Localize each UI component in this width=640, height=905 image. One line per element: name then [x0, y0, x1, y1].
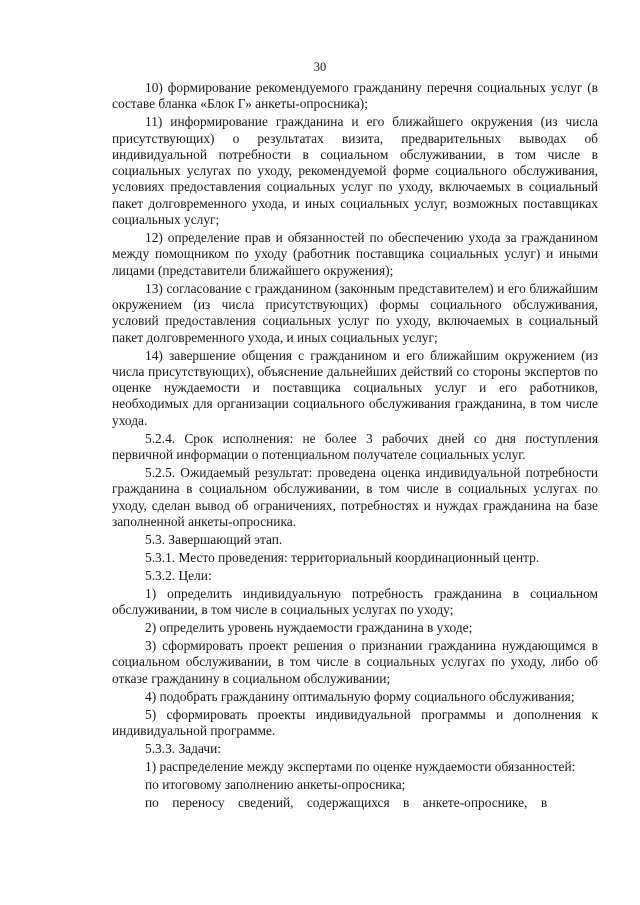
goal-item-3: 3) сформировать проект решения о признании гражданина нуждающимся в социальном обслуживании, в том числе в социальных услугах по уходу, либо об отказе гражданину в социальном обслуживании; [112, 638, 598, 686]
section-5-3-3: 5.3.3. Задачи: [145, 740, 221, 756]
section-5-2-4: 5.2.4. Срок исполнения: не более 3 рабочих дней со дня поступления первичной информации о потенциальном получателе социальных услуг. [112, 430, 598, 462]
document-body [112, 80, 598, 813]
task-subitem-a: по итоговому заполнению анкеты-опросника; [145, 776, 406, 792]
goal-item-1: 1) определить индивидуальную потребность гражданина в социальном обслуживании, в том числе в социальных услугах по уходу; [112, 585, 598, 618]
page-number: 30 [313, 60, 327, 74]
list-item-10: 10) формирование рекомендуемого гражданину перечня социальных услуг (в составе бланка «Блок Г» анкеты-опросника); [112, 80, 598, 112]
section-5-2-5: 5.2.5. Ожидаемый результат: проведена оценка индивидуальной потребности гражданина в социальном обслуживании, в том числе в социальных услугах по уходу, сделан вывод об ограничениях, потребностях и нуждах гражданина на базе заполненной анкеты-опросника. [112, 464, 598, 529]
goal-item-4: 4) подобрать гражданину оптимальную форму социального обслуживания; [145, 688, 575, 704]
list-item-12: 12) определение прав и обязанностей по обеспечению ухода за гражданином между помощником по уходу (работник поставщика социальных услуг) и иными лицами (представители ближайшего окружения); [112, 230, 598, 278]
section-5-3-1: 5.3.1. Место проведения: территориальный координационный центр. [145, 549, 540, 565]
list-item-11: 11) информирование гражданина и его ближайшего окружения (из числа присутствующих) о результатах визита, предварительных выводах об индивидуальной потребности в социальном обслуживании, в том числе в социальных услугах по уходу, рекомендуемой форме социального обслуживания, условиях предоставления социальных услуг по уходу, включаемых в социальный пакет долговременного ухода, и иных социальных услуг, возможных поставщиках социальных услуг; [112, 114, 598, 228]
list-item-14: 14) завершение общения с гражданином и его ближайшим окружением (из числа присутствующих), объяснение дальнейших действий со стороны экспертов по оценке нуждаемости и поставщика социальных услуг и его работников, необходимых для организации социального обслуживания гражданина, в том числе ухода. [112, 347, 598, 428]
list-item-13: 13) согласование с гражданином (законным представителем) и его ближайшим окружением (из числа присутствующих) формы социального обслуживания, условий предоставления социальных услуг по уходу, включаемых в социальный пакет долговременного ухода, и иных социальных услуг; [112, 280, 598, 345]
section-5-3-heading: 5.3. Завершающий этап. [145, 531, 283, 547]
task-subitem-b: по переносу сведений, содержащихся в анкете-опроснике, в [145, 794, 548, 810]
goal-item-5: 5) сформировать проекты индивидуальной программы и дополнения к индивидуальной программе. [112, 706, 598, 738]
section-5-3-2: 5.3.2. Цели: [145, 567, 212, 583]
goal-item-2: 2) определить уровень нуждаемости гражданина в уходе; [145, 620, 473, 636]
task-item-1: 1) распределение между экспертами по оценке нуждаемости обязанностей: [145, 758, 576, 774]
